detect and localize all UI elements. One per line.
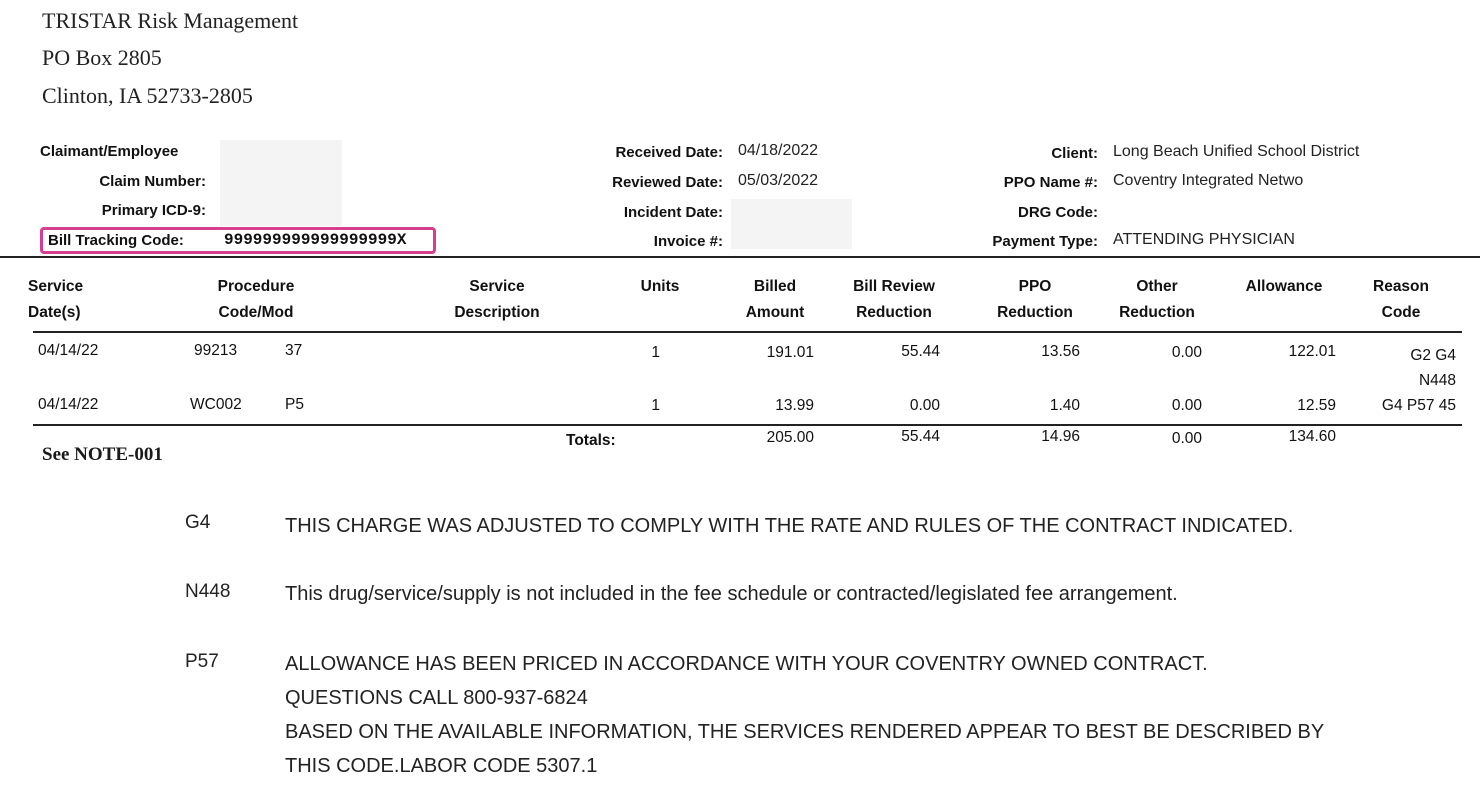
totals-label: Totals: [566, 432, 616, 449]
table-row-1-code: 99213 [194, 342, 238, 359]
col-header-other-reduction: Other Reduction [1119, 278, 1195, 321]
table-row-1-mod: 37 [285, 342, 303, 359]
table-row-1-allowance: 122.01 [1288, 343, 1336, 360]
see-note: See NOTE-001 [42, 444, 163, 465]
claimant-label: Claimant/Employee [40, 143, 179, 160]
table-row-1-date: 04/14/22 [38, 342, 99, 359]
totals-review: 55.44 [901, 428, 940, 445]
note-text-n448: This drug/service/supply is not included in the fee schedule or contracted/legislated fee arrangement. [285, 583, 1178, 605]
totals-ppo: 14.96 [1041, 428, 1080, 445]
col-header-reason-code: Reason Code [1373, 278, 1429, 321]
note-text-g4: THIS CHARGE WAS ADJUSTED TO COMPLY WITH THE RATE AND RULES OF THE CONTRACT INDICATED. [285, 515, 1294, 537]
reviewed-date-label: Reviewed Date: [612, 174, 723, 191]
column-header-divider [33, 331, 1462, 333]
totals-divider [33, 424, 1462, 426]
payment-type-label: Payment Type: [992, 233, 1098, 250]
table-row-2-date: 04/14/22 [38, 396, 99, 413]
table-row-1-reason: G2 G4 [1410, 347, 1456, 364]
note-code-p57: P57 [185, 651, 219, 672]
drg-code-label: DRG Code: [1018, 204, 1098, 221]
col-header-bill-review-reduction: Bill Review Reduction [853, 278, 935, 321]
col-header-units: Units [640, 278, 680, 295]
col-header-allowance: Allowance [1245, 278, 1323, 295]
table-row-2-billed: 13.99 [775, 397, 814, 414]
note-text-p57: ALLOWANCE HAS BEEN PRICED IN ACCORDANCE WITH YOUR COVENTRY OWNED CONTRACT. QUESTIONS CALL 800-937-6824 [285, 653, 1208, 709]
bill-tracking-label: Bill Tracking Code: [48, 232, 184, 249]
incident-date-label: Incident Date: [623, 204, 723, 221]
table-row-2-review: 0.00 [909, 397, 940, 414]
company-address-line1: PO Box 2805 [42, 45, 162, 70]
table-row-1-other: 0.00 [1171, 344, 1202, 361]
invoice-label: Invoice #: [653, 233, 723, 250]
table-row-1-billed: 191.01 [766, 344, 814, 361]
note-text-labor-code: BASED ON THE AVAILABLE INFORMATION, THE SERVICES RENDERED APPEAR TO BEST BE DESCRIBED BY THIS CODE.LABOR CODE 5307.1 [285, 721, 1324, 777]
table-row-1-ppo: 13.56 [1041, 343, 1080, 360]
redacted-incident-invoice [731, 199, 852, 249]
note-code-g4: G4 [185, 512, 211, 533]
ppo-name-label: PPO Name #: [1003, 174, 1098, 191]
table-row-1-units: 1 [651, 344, 660, 361]
client-value: Long Beach Unified School District [1113, 143, 1360, 160]
col-header-service-date: Service Date(s) [28, 278, 84, 321]
company-address-line2: Clinton, IA 52733-2805 [42, 83, 253, 108]
col-header-billed-amount: Billed Amount [745, 278, 805, 321]
table-row-2-units: 1 [651, 397, 660, 414]
received-date-label: Received Date: [615, 144, 723, 161]
totals-allowance: 134.60 [1288, 428, 1336, 445]
col-header-service-description: Service Description [454, 278, 540, 321]
totals-billed: 205.00 [766, 429, 814, 446]
table-row-2-code: WC002 [190, 396, 242, 413]
col-header-procedure-code: Procedure Code/Mod [217, 278, 295, 321]
note-code-n448: N448 [185, 581, 231, 602]
table-row-2-mod: P5 [285, 396, 304, 413]
table-row-2-reason: G4 P57 45 [1381, 397, 1456, 414]
table-row-2-ppo: 1.40 [1049, 397, 1080, 414]
claim-number-label: Claim Number: [99, 173, 206, 190]
table-row-2-allowance: 12.59 [1297, 397, 1336, 414]
company-name: TRISTAR Risk Management [42, 8, 299, 33]
payment-type-value: ATTENDING PHYSICIAN [1113, 231, 1295, 248]
header-divider [0, 256, 1480, 258]
ppo-name-value: Coventry Integrated Netwo [1113, 172, 1304, 189]
table-row-1-review: 55.44 [901, 343, 940, 360]
received-date-value: 04/18/2022 [738, 142, 819, 159]
col-header-ppo-reduction: PPO Reduction [997, 278, 1073, 321]
bill-tracking-value: 999999999999999999X [224, 231, 407, 249]
redacted-claimant-info [220, 140, 342, 226]
table-row-2-other: 0.00 [1171, 397, 1202, 414]
primary-icd-label: Primary ICD-9: [101, 202, 206, 219]
reviewed-date-value: 05/03/2022 [738, 172, 819, 189]
table-row-1-reason-cont: N448 [1418, 372, 1456, 389]
client-label: Client: [1051, 145, 1098, 162]
totals-other: 0.00 [1171, 430, 1202, 447]
